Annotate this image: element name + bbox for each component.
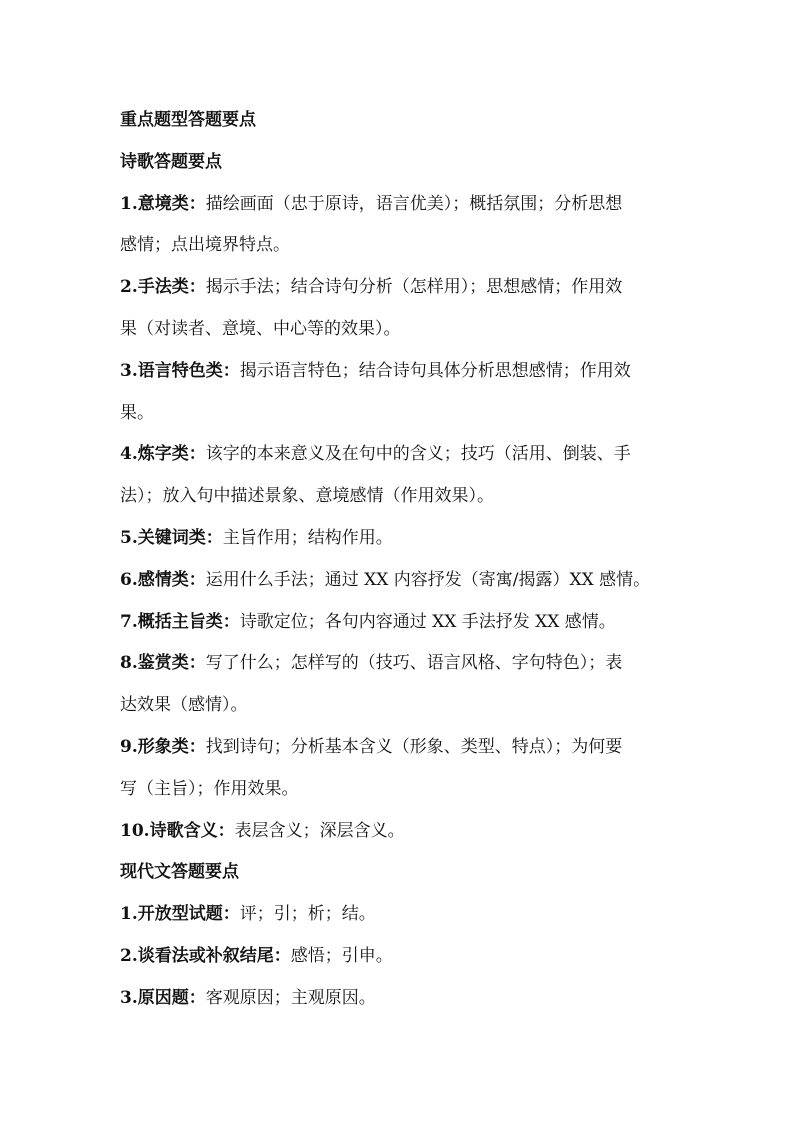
list-item [120,602,680,644]
section-heading-poetry: 诗歌答题要点 [120,151,222,172]
item-label: 3.语言特色类： [120,360,240,381]
item-label: 2.谈看法或补叙结尾： [120,945,291,966]
item-label: 1.开放型试题： [120,904,240,925]
item-text: 果。 [120,402,154,423]
list-item [120,351,680,393]
item-text: 揭示语言特色；结合诗句具体分析思想感情；作用效 [239,360,631,381]
list-item [120,643,680,685]
item-text: 达效果（感情）。 [120,695,248,716]
item-text: 果（对读者、意境、中心等的效果）。 [120,318,401,339]
item-text: 评；引；析；结。 [239,904,376,925]
section-heading-modern-prose: 现代文答题要点 [120,862,239,883]
item-text: 感情；点出境界特点。 [120,235,290,256]
list-item-continuation [120,476,680,518]
item-text: 感悟；引申。 [290,945,393,966]
item-text: 表层含义；深层含义。 [234,820,405,841]
item-label: 5.关键词类： [120,527,223,548]
item-text: 法）；放入句中描述景象、意境感情（作用效果）。 [120,486,494,507]
item-label: 7.概括主旨类： [120,611,240,632]
list-item-continuation [120,685,680,727]
item-text: 主旨作用；结构作用。 [222,527,393,548]
item-label: 8.鉴赏类： [120,653,206,674]
list-item [120,267,680,309]
item-text: 写（主旨）；作用效果。 [120,778,299,799]
list-item [120,560,680,602]
item-text: 找到诗句；分析基本含义（形象、类型、特点）；为何要 [205,736,623,757]
list-item-continuation [120,769,680,811]
list-item [120,811,680,853]
item-label: 10.诗歌含义： [120,820,235,841]
item-text: 运用什么手法；通过 XX 内容抒发（寄寓/揭露）XX 感情。 [205,569,651,590]
list-item-continuation [120,309,680,351]
list-item [120,978,680,1020]
list-item [120,518,680,560]
item-text: 该字的本来意义及在句中的含义；技巧（活用、倒装、手 [205,444,631,465]
item-text: 写了什么；怎样写的（技巧、语言风格、字句特色）；表 [205,653,623,674]
item-label: 1.意境类： [120,193,206,214]
item-text: 诗歌定位；各句内容通过 XX 手法抒发 XX 感情。 [239,611,616,632]
list-item [120,434,680,476]
item-text: 客观原因；主观原因。 [205,987,376,1008]
document-content [120,100,680,1020]
list-item [120,727,680,769]
item-text: 描绘画面（忠于原诗，语言优美）；概括氛围；分析思想 [205,193,623,214]
item-label: 4.炼字类： [120,444,206,465]
item-label: 6.感情类： [120,569,206,590]
list-item [120,184,680,226]
document-title: 重点题型答题要点 [120,110,256,130]
item-label: 2.手法类： [120,277,206,298]
list-item-continuation [120,225,680,267]
list-item [120,894,680,936]
item-text: 揭示手法；结合诗句分析（怎样用）；思想感情；作用效 [205,277,623,298]
item-label: 9.形象类： [120,736,206,757]
list-item [120,936,680,978]
list-item-continuation [120,393,680,435]
item-label: 3.原因题： [120,987,206,1008]
